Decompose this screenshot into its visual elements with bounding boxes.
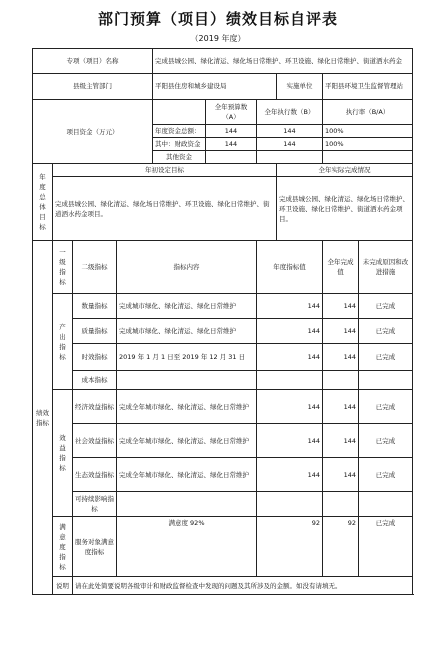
note-text: 请在此处简要说明各级审计和财政监督检查中发现的问题及其所涉及的金额。如没有请填无。: [73, 577, 413, 595]
indicator-actual: 144: [323, 344, 359, 371]
indicator-l2: 社会效益指标: [73, 424, 117, 458]
perf-header-target: 年度指标值: [257, 241, 323, 294]
goal-label: 年 度 总 体 目 标: [33, 164, 53, 241]
indicator-actual: [323, 371, 359, 390]
indicator-reason: 已完成: [359, 390, 413, 424]
indicator-row: [33, 294, 413, 319]
indicator-l2: 经济效益指标: [73, 390, 117, 424]
perf-header-row: [33, 241, 413, 294]
page-title: 部门预算（项目）绩效目标自评表: [97, 10, 338, 28]
funds-row-rate: [323, 151, 413, 164]
project-name-value: 完成县城公园、绿化清运、绿化场日常维护、环卫设施、绿化日常维护、街道洒水药金: [153, 49, 413, 74]
note-row: [33, 577, 413, 595]
goal-col2-text: 完成县城公园、绿化清运、绿化场日常维护、环卫设施、绿化日常维护、街道洒水药金项目。: [277, 177, 413, 241]
indicator-reason: 已完成: [359, 319, 413, 344]
indicator-content: [117, 492, 257, 517]
indicator-target: 144: [257, 458, 323, 492]
output-label: 产 出 指 标: [53, 294, 73, 390]
funds-row-rate: 100%: [323, 125, 413, 138]
indicator-content: [117, 371, 257, 390]
indicator-reason: 已完成: [359, 458, 413, 492]
funds-row-name: 年度资金总额：: [153, 125, 206, 138]
indicator-l2: 数量指标: [73, 294, 117, 319]
indicator-target: 144: [257, 424, 323, 458]
dept-row: [33, 74, 413, 100]
indicator-reason: [359, 371, 413, 390]
indicator-target: 144: [257, 390, 323, 424]
indicator-row: [33, 371, 413, 390]
indicator-actual: 144: [323, 424, 359, 458]
goal-col2-header: 全年实际完成情况: [277, 164, 413, 177]
indicator-actual: 144: [323, 294, 359, 319]
funds-row-name: 其他资金: [153, 151, 206, 164]
indicator-target: 92: [257, 517, 323, 577]
indicator-target: 144: [257, 319, 323, 344]
indicator-l2: 质量指标: [73, 319, 117, 344]
perf-header-l2: 二级指标: [73, 241, 117, 294]
indicator-content: 完成全年城市绿化、绿化清运、绿化日常维护: [117, 424, 257, 458]
indicator-content: 完成城市绿化、绿化清运、绿化日常维护: [117, 319, 257, 344]
indicator-l2: 可持续影响指标: [73, 492, 117, 517]
project-name-label: 专项（项目）名称: [33, 49, 153, 74]
satisfaction-label: 满 意 度 指 标: [53, 517, 73, 577]
indicator-target: 144: [257, 294, 323, 319]
funds-label: 项目资金（万元）: [33, 100, 153, 164]
goal-header-row: [33, 164, 413, 177]
perf-label: 绩效 指标: [33, 241, 53, 595]
dept-value: 平阳县住房和城乡建设局: [153, 74, 277, 100]
indicator-l2: 成本指标: [73, 371, 117, 390]
evaluation-table: [32, 48, 413, 595]
indicator-row: [33, 390, 413, 424]
indicator-actual: 144: [323, 458, 359, 492]
funds-row-rate: 100%: [323, 138, 413, 151]
indicator-l2: 时效指标: [73, 344, 117, 371]
indicator-content: 完成城市绿化、绿化清运、绿化日常维护: [117, 294, 257, 319]
indicator-content: 满意度 92%: [117, 517, 257, 577]
goal-col1-text: 完成县城公园、绿化清运、绿化场日常维护、环卫设施、绿化日常维护、街道洒水药金项目。: [53, 177, 277, 241]
goal-content-row: [33, 177, 413, 241]
indicator-actual: 144: [323, 390, 359, 424]
funds-header-rate: 执行率（B/A）: [323, 100, 413, 125]
dept-label: 县级主管部门: [33, 74, 153, 100]
perf-header-content: 指标内容: [117, 241, 257, 294]
project-name-row: [33, 49, 413, 74]
indicator-reason: 已完成: [359, 344, 413, 371]
indicator-content: 2019 年 1 月 1 日至 2019 年 12 月 31 日: [117, 344, 257, 371]
indicator-reason: [359, 492, 413, 517]
note-label: 说明: [53, 577, 73, 595]
funds-row-b: 144: [257, 138, 323, 151]
indicator-content: 完成全年城市绿化、绿化清运、绿化日常维护: [117, 390, 257, 424]
unit-label: 实施单位: [277, 74, 323, 100]
funds-row-a: [206, 151, 257, 164]
indicator-row: [33, 517, 413, 577]
indicator-actual: 144: [323, 319, 359, 344]
effect-label: 效 益 指 标: [53, 390, 73, 517]
funds-row-name: 其中：财政资金: [153, 138, 206, 151]
indicator-actual: 92: [323, 517, 359, 577]
funds-row-b: [257, 151, 323, 164]
indicator-l2: 生态效益指标: [73, 458, 117, 492]
perf-header-reason: 未完成原因和改进措施: [359, 241, 413, 294]
indicator-target: [257, 492, 323, 517]
indicator-row: [33, 492, 413, 517]
perf-header-l1: 一 级 指 标: [53, 241, 73, 294]
indicator-target: 144: [257, 344, 323, 371]
indicator-target: [257, 371, 323, 390]
indicator-actual: [323, 492, 359, 517]
indicator-row: [33, 458, 413, 492]
perf-header-actual: 全年完成值: [323, 241, 359, 294]
indicator-content: 完成全年城市绿化、绿化清运、绿化日常维护: [117, 458, 257, 492]
funds-header-b: 全年执行数（B）: [257, 100, 323, 125]
indicator-row: [33, 424, 413, 458]
indicator-row: [33, 319, 413, 344]
indicator-reason: 已完成: [359, 517, 413, 577]
page-year: （2019 年度）: [190, 34, 246, 43]
indicator-reason: 已完成: [359, 294, 413, 319]
indicator-row: [33, 344, 413, 371]
funds-row-a: 144: [206, 138, 257, 151]
funds-row-a: 144: [206, 125, 257, 138]
funds-header-row: [33, 100, 413, 125]
unit-value: 平阳县环境卫生监督管理站: [323, 74, 413, 100]
funds-header-a: 全年预算数（A）: [206, 100, 257, 125]
indicator-l2: 服务对象满意度指标: [73, 517, 117, 577]
goal-col1-header: 年初设定目标: [53, 164, 277, 177]
funds-row-b: 144: [257, 125, 323, 138]
indicator-reason: 已完成: [359, 424, 413, 458]
